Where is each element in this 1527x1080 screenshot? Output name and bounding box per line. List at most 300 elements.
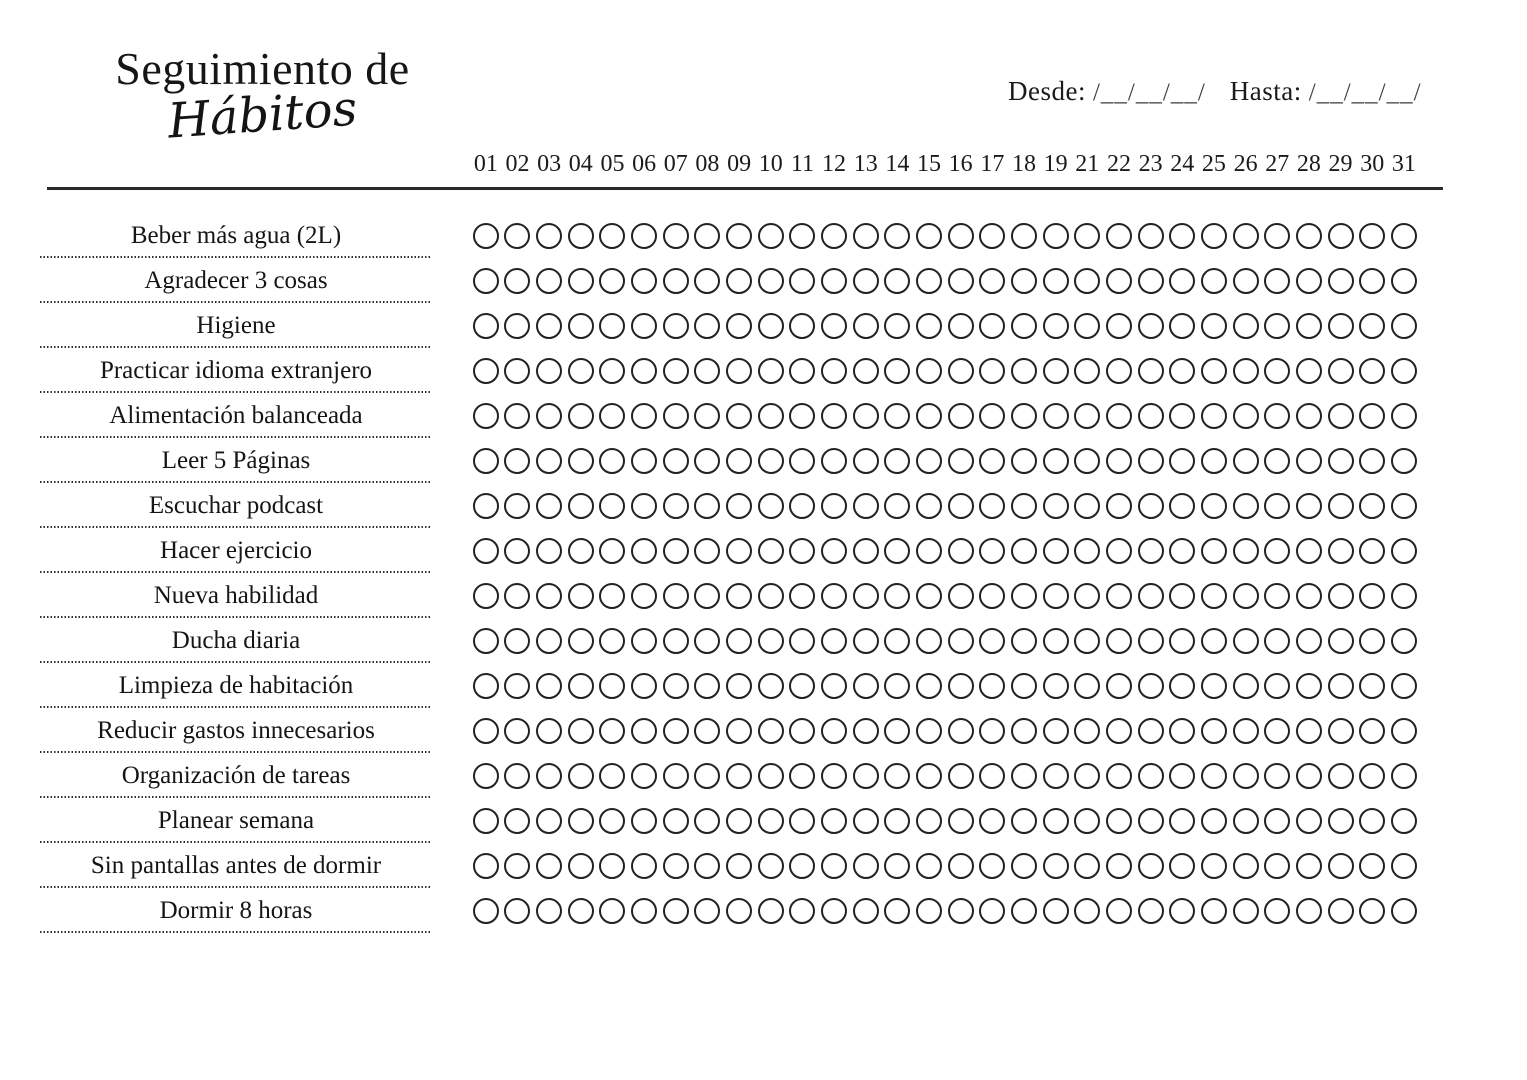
- habit-checkbox-circle[interactable]: [884, 448, 910, 474]
- habit-checkbox-circle[interactable]: [1264, 223, 1290, 249]
- habit-checkbox-circle[interactable]: [599, 673, 625, 699]
- habit-checkbox-circle[interactable]: [1296, 718, 1322, 744]
- habit-checkbox-circle[interactable]: [504, 313, 530, 339]
- habit-checkbox-circle[interactable]: [473, 268, 499, 294]
- habit-checkbox-circle[interactable]: [758, 448, 784, 474]
- habit-checkbox-circle[interactable]: [1011, 538, 1037, 564]
- habit-checkbox-circle[interactable]: [1264, 718, 1290, 744]
- habit-checkbox-circle[interactable]: [1043, 268, 1069, 294]
- habit-checkbox-circle[interactable]: [1169, 718, 1195, 744]
- habit-checkbox-circle[interactable]: [1201, 763, 1227, 789]
- habit-checkbox-circle[interactable]: [1201, 898, 1227, 924]
- habit-checkbox-circle[interactable]: [1328, 493, 1354, 519]
- habit-checkbox-circle[interactable]: [789, 493, 815, 519]
- habit-checkbox-circle[interactable]: [1074, 358, 1100, 384]
- habit-checkbox-circle[interactable]: [758, 628, 784, 654]
- habit-checkbox-circle[interactable]: [694, 898, 720, 924]
- habit-checkbox-circle[interactable]: [1138, 718, 1164, 744]
- habit-checkbox-circle[interactable]: [1043, 448, 1069, 474]
- habit-checkbox-circle[interactable]: [1011, 898, 1037, 924]
- habit-checkbox-circle[interactable]: [1011, 448, 1037, 474]
- habit-checkbox-circle[interactable]: [1074, 628, 1100, 654]
- habit-checkbox-circle[interactable]: [473, 763, 499, 789]
- hasta-date-field[interactable]: /__/__/__/: [1308, 79, 1422, 106]
- habit-checkbox-circle[interactable]: [821, 313, 847, 339]
- habit-checkbox-circle[interactable]: [1201, 673, 1227, 699]
- habit-checkbox-circle[interactable]: [473, 628, 499, 654]
- habit-checkbox-circle[interactable]: [568, 718, 594, 744]
- habit-checkbox-circle[interactable]: [536, 538, 562, 564]
- habit-checkbox-circle[interactable]: [1169, 673, 1195, 699]
- habit-checkbox-circle[interactable]: [599, 808, 625, 834]
- habit-checkbox-circle[interactable]: [979, 538, 1005, 564]
- habit-checkbox-circle[interactable]: [758, 808, 784, 834]
- habit-checkbox-circle[interactable]: [663, 448, 689, 474]
- habit-checkbox-circle[interactable]: [1328, 448, 1354, 474]
- habit-checkbox-circle[interactable]: [1391, 673, 1417, 699]
- habit-checkbox-circle[interactable]: [821, 763, 847, 789]
- habit-checkbox-circle[interactable]: [948, 493, 974, 519]
- habit-checkbox-circle[interactable]: [853, 853, 879, 879]
- habit-checkbox-circle[interactable]: [504, 268, 530, 294]
- habit-checkbox-circle[interactable]: [726, 403, 752, 429]
- habit-checkbox-circle[interactable]: [663, 493, 689, 519]
- habit-checkbox-circle[interactable]: [979, 493, 1005, 519]
- habit-checkbox-circle[interactable]: [1233, 628, 1259, 654]
- habit-checkbox-circle[interactable]: [948, 718, 974, 744]
- habit-checkbox-circle[interactable]: [1328, 898, 1354, 924]
- habit-checkbox-circle[interactable]: [853, 673, 879, 699]
- habit-checkbox-circle[interactable]: [853, 628, 879, 654]
- habit-checkbox-circle[interactable]: [694, 853, 720, 879]
- habit-checkbox-circle[interactable]: [1169, 628, 1195, 654]
- habit-checkbox-circle[interactable]: [1359, 538, 1385, 564]
- habit-checkbox-circle[interactable]: [979, 313, 1005, 339]
- habit-checkbox-circle[interactable]: [631, 268, 657, 294]
- habit-checkbox-circle[interactable]: [916, 493, 942, 519]
- habit-checkbox-circle[interactable]: [853, 223, 879, 249]
- habit-checkbox-circle[interactable]: [1138, 853, 1164, 879]
- habit-checkbox-circle[interactable]: [758, 358, 784, 384]
- habit-checkbox-circle[interactable]: [1233, 763, 1259, 789]
- habit-checkbox-circle[interactable]: [1264, 403, 1290, 429]
- habit-checkbox-circle[interactable]: [568, 448, 594, 474]
- habit-checkbox-circle[interactable]: [789, 313, 815, 339]
- habit-checkbox-circle[interactable]: [631, 718, 657, 744]
- habit-checkbox-circle[interactable]: [536, 853, 562, 879]
- habit-checkbox-circle[interactable]: [1233, 718, 1259, 744]
- habit-checkbox-circle[interactable]: [1106, 853, 1132, 879]
- habit-checkbox-circle[interactable]: [916, 718, 942, 744]
- habit-checkbox-circle[interactable]: [1106, 448, 1132, 474]
- habit-checkbox-circle[interactable]: [979, 718, 1005, 744]
- habit-checkbox-circle[interactable]: [1074, 493, 1100, 519]
- habit-checkbox-circle[interactable]: [758, 718, 784, 744]
- habit-checkbox-circle[interactable]: [536, 808, 562, 834]
- habit-checkbox-circle[interactable]: [1264, 538, 1290, 564]
- habit-checkbox-circle[interactable]: [599, 358, 625, 384]
- habit-checkbox-circle[interactable]: [758, 583, 784, 609]
- habit-checkbox-circle[interactable]: [536, 718, 562, 744]
- habit-checkbox-circle[interactable]: [726, 538, 752, 564]
- habit-checkbox-circle[interactable]: [948, 763, 974, 789]
- habit-checkbox-circle[interactable]: [979, 358, 1005, 384]
- habit-checkbox-circle[interactable]: [758, 268, 784, 294]
- habit-checkbox-circle[interactable]: [536, 673, 562, 699]
- habit-checkbox-circle[interactable]: [1264, 763, 1290, 789]
- habit-checkbox-circle[interactable]: [948, 898, 974, 924]
- habit-checkbox-circle[interactable]: [568, 538, 594, 564]
- habit-checkbox-circle[interactable]: [1296, 853, 1322, 879]
- habit-checkbox-circle[interactable]: [504, 763, 530, 789]
- habit-checkbox-circle[interactable]: [1328, 673, 1354, 699]
- habit-checkbox-circle[interactable]: [1074, 673, 1100, 699]
- habit-checkbox-circle[interactable]: [568, 898, 594, 924]
- habit-checkbox-circle[interactable]: [1391, 853, 1417, 879]
- habit-checkbox-circle[interactable]: [1359, 268, 1385, 294]
- habit-checkbox-circle[interactable]: [473, 718, 499, 744]
- habit-checkbox-circle[interactable]: [473, 583, 499, 609]
- habit-checkbox-circle[interactable]: [504, 223, 530, 249]
- habit-checkbox-circle[interactable]: [884, 268, 910, 294]
- habit-checkbox-circle[interactable]: [726, 763, 752, 789]
- habit-checkbox-circle[interactable]: [1296, 358, 1322, 384]
- habit-checkbox-circle[interactable]: [1201, 493, 1227, 519]
- habit-checkbox-circle[interactable]: [599, 268, 625, 294]
- habit-checkbox-circle[interactable]: [1296, 403, 1322, 429]
- habit-checkbox-circle[interactable]: [1138, 268, 1164, 294]
- habit-checkbox-circle[interactable]: [473, 493, 499, 519]
- habit-checkbox-circle[interactable]: [473, 853, 499, 879]
- habit-checkbox-circle[interactable]: [1201, 628, 1227, 654]
- habit-checkbox-circle[interactable]: [853, 313, 879, 339]
- habit-checkbox-circle[interactable]: [1359, 403, 1385, 429]
- habit-checkbox-circle[interactable]: [789, 853, 815, 879]
- habit-checkbox-circle[interactable]: [536, 403, 562, 429]
- habit-checkbox-circle[interactable]: [1264, 853, 1290, 879]
- habit-checkbox-circle[interactable]: [884, 628, 910, 654]
- habit-checkbox-circle[interactable]: [1011, 583, 1037, 609]
- desde-date-field[interactable]: /__/__/__/: [1092, 79, 1206, 106]
- habit-checkbox-circle[interactable]: [1296, 223, 1322, 249]
- habit-checkbox-circle[interactable]: [694, 448, 720, 474]
- habit-checkbox-circle[interactable]: [599, 628, 625, 654]
- habit-checkbox-circle[interactable]: [1328, 223, 1354, 249]
- habit-checkbox-circle[interactable]: [504, 583, 530, 609]
- habit-checkbox-circle[interactable]: [1296, 763, 1322, 789]
- habit-checkbox-circle[interactable]: [916, 583, 942, 609]
- habit-checkbox-circle[interactable]: [1169, 313, 1195, 339]
- habit-checkbox-circle[interactable]: [1106, 223, 1132, 249]
- habit-checkbox-circle[interactable]: [1043, 313, 1069, 339]
- habit-checkbox-circle[interactable]: [1391, 583, 1417, 609]
- habit-checkbox-circle[interactable]: [663, 763, 689, 789]
- habit-checkbox-circle[interactable]: [1233, 403, 1259, 429]
- habit-checkbox-circle[interactable]: [1296, 268, 1322, 294]
- habit-checkbox-circle[interactable]: [1043, 583, 1069, 609]
- habit-checkbox-circle[interactable]: [789, 898, 815, 924]
- habit-checkbox-circle[interactable]: [1233, 583, 1259, 609]
- habit-checkbox-circle[interactable]: [789, 538, 815, 564]
- habit-checkbox-circle[interactable]: [663, 853, 689, 879]
- habit-checkbox-circle[interactable]: [758, 853, 784, 879]
- habit-checkbox-circle[interactable]: [1359, 448, 1385, 474]
- habit-checkbox-circle[interactable]: [694, 268, 720, 294]
- habit-checkbox-circle[interactable]: [1074, 223, 1100, 249]
- habit-checkbox-circle[interactable]: [1359, 583, 1385, 609]
- habit-checkbox-circle[interactable]: [1233, 358, 1259, 384]
- habit-checkbox-circle[interactable]: [979, 853, 1005, 879]
- habit-checkbox-circle[interactable]: [599, 223, 625, 249]
- habit-checkbox-circle[interactable]: [631, 358, 657, 384]
- habit-checkbox-circle[interactable]: [504, 808, 530, 834]
- habit-checkbox-circle[interactable]: [1169, 223, 1195, 249]
- habit-checkbox-circle[interactable]: [726, 808, 752, 834]
- habit-checkbox-circle[interactable]: [1043, 223, 1069, 249]
- habit-checkbox-circle[interactable]: [1359, 493, 1385, 519]
- habit-checkbox-circle[interactable]: [663, 808, 689, 834]
- habit-checkbox-circle[interactable]: [1359, 808, 1385, 834]
- habit-checkbox-circle[interactable]: [758, 898, 784, 924]
- habit-checkbox-circle[interactable]: [789, 403, 815, 429]
- habit-checkbox-circle[interactable]: [1138, 628, 1164, 654]
- habit-checkbox-circle[interactable]: [1264, 628, 1290, 654]
- habit-checkbox-circle[interactable]: [884, 313, 910, 339]
- habit-checkbox-circle[interactable]: [1201, 718, 1227, 744]
- habit-checkbox-circle[interactable]: [1328, 853, 1354, 879]
- habit-checkbox-circle[interactable]: [599, 493, 625, 519]
- habit-checkbox-circle[interactable]: [1264, 673, 1290, 699]
- habit-checkbox-circle[interactable]: [473, 358, 499, 384]
- habit-checkbox-circle[interactable]: [948, 313, 974, 339]
- habit-checkbox-circle[interactable]: [631, 223, 657, 249]
- habit-checkbox-circle[interactable]: [663, 628, 689, 654]
- habit-checkbox-circle[interactable]: [1328, 763, 1354, 789]
- habit-checkbox-circle[interactable]: [694, 628, 720, 654]
- habit-checkbox-circle[interactable]: [1011, 313, 1037, 339]
- habit-checkbox-circle[interactable]: [568, 808, 594, 834]
- habit-checkbox-circle[interactable]: [1074, 538, 1100, 564]
- habit-checkbox-circle[interactable]: [568, 268, 594, 294]
- habit-checkbox-circle[interactable]: [1296, 493, 1322, 519]
- habit-checkbox-circle[interactable]: [884, 853, 910, 879]
- habit-checkbox-circle[interactable]: [1011, 853, 1037, 879]
- habit-checkbox-circle[interactable]: [1391, 493, 1417, 519]
- habit-checkbox-circle[interactable]: [1074, 808, 1100, 834]
- habit-checkbox-circle[interactable]: [789, 583, 815, 609]
- habit-checkbox-circle[interactable]: [1169, 763, 1195, 789]
- habit-checkbox-circle[interactable]: [599, 718, 625, 744]
- habit-checkbox-circle[interactable]: [599, 853, 625, 879]
- habit-checkbox-circle[interactable]: [979, 268, 1005, 294]
- habit-checkbox-circle[interactable]: [726, 268, 752, 294]
- habit-checkbox-circle[interactable]: [789, 763, 815, 789]
- habit-checkbox-circle[interactable]: [1106, 268, 1132, 294]
- habit-checkbox-circle[interactable]: [1233, 223, 1259, 249]
- habit-checkbox-circle[interactable]: [631, 628, 657, 654]
- habit-checkbox-circle[interactable]: [726, 583, 752, 609]
- habit-checkbox-circle[interactable]: [1106, 628, 1132, 654]
- habit-checkbox-circle[interactable]: [1169, 853, 1195, 879]
- habit-checkbox-circle[interactable]: [631, 583, 657, 609]
- habit-checkbox-circle[interactable]: [821, 538, 847, 564]
- habit-checkbox-circle[interactable]: [1328, 403, 1354, 429]
- habit-checkbox-circle[interactable]: [473, 223, 499, 249]
- habit-checkbox-circle[interactable]: [948, 808, 974, 834]
- habit-checkbox-circle[interactable]: [884, 358, 910, 384]
- habit-checkbox-circle[interactable]: [1264, 268, 1290, 294]
- habit-checkbox-circle[interactable]: [1391, 448, 1417, 474]
- habit-checkbox-circle[interactable]: [884, 898, 910, 924]
- habit-checkbox-circle[interactable]: [726, 448, 752, 474]
- habit-checkbox-circle[interactable]: [916, 898, 942, 924]
- habit-checkbox-circle[interactable]: [789, 808, 815, 834]
- habit-checkbox-circle[interactable]: [1328, 718, 1354, 744]
- habit-checkbox-circle[interactable]: [1011, 358, 1037, 384]
- habit-checkbox-circle[interactable]: [853, 808, 879, 834]
- habit-checkbox-circle[interactable]: [948, 403, 974, 429]
- habit-checkbox-circle[interactable]: [631, 403, 657, 429]
- habit-checkbox-circle[interactable]: [853, 538, 879, 564]
- habit-checkbox-circle[interactable]: [473, 808, 499, 834]
- habit-checkbox-circle[interactable]: [789, 673, 815, 699]
- habit-checkbox-circle[interactable]: [694, 718, 720, 744]
- habit-checkbox-circle[interactable]: [568, 313, 594, 339]
- habit-checkbox-circle[interactable]: [1391, 313, 1417, 339]
- habit-checkbox-circle[interactable]: [948, 268, 974, 294]
- habit-checkbox-circle[interactable]: [1043, 358, 1069, 384]
- habit-checkbox-circle[interactable]: [1043, 898, 1069, 924]
- habit-checkbox-circle[interactable]: [1359, 763, 1385, 789]
- habit-checkbox-circle[interactable]: [916, 448, 942, 474]
- habit-checkbox-circle[interactable]: [473, 898, 499, 924]
- habit-checkbox-circle[interactable]: [568, 853, 594, 879]
- habit-checkbox-circle[interactable]: [1328, 358, 1354, 384]
- habit-checkbox-circle[interactable]: [789, 268, 815, 294]
- habit-checkbox-circle[interactable]: [1074, 313, 1100, 339]
- habit-checkbox-circle[interactable]: [758, 223, 784, 249]
- habit-checkbox-circle[interactable]: [568, 673, 594, 699]
- habit-checkbox-circle[interactable]: [916, 808, 942, 834]
- habit-checkbox-circle[interactable]: [1296, 448, 1322, 474]
- habit-checkbox-circle[interactable]: [1043, 628, 1069, 654]
- habit-checkbox-circle[interactable]: [1043, 538, 1069, 564]
- habit-checkbox-circle[interactable]: [1391, 223, 1417, 249]
- habit-checkbox-circle[interactable]: [1106, 763, 1132, 789]
- habit-checkbox-circle[interactable]: [1106, 358, 1132, 384]
- habit-checkbox-circle[interactable]: [1138, 313, 1164, 339]
- habit-checkbox-circle[interactable]: [694, 403, 720, 429]
- habit-checkbox-circle[interactable]: [1106, 673, 1132, 699]
- habit-checkbox-circle[interactable]: [726, 493, 752, 519]
- habit-checkbox-circle[interactable]: [916, 628, 942, 654]
- habit-checkbox-circle[interactable]: [1391, 628, 1417, 654]
- habit-checkbox-circle[interactable]: [631, 808, 657, 834]
- habit-checkbox-circle[interactable]: [631, 853, 657, 879]
- habit-checkbox-circle[interactable]: [1043, 673, 1069, 699]
- habit-checkbox-circle[interactable]: [789, 223, 815, 249]
- habit-checkbox-circle[interactable]: [1233, 808, 1259, 834]
- habit-checkbox-circle[interactable]: [1201, 808, 1227, 834]
- habit-checkbox-circle[interactable]: [536, 268, 562, 294]
- habit-checkbox-circle[interactable]: [1011, 223, 1037, 249]
- habit-checkbox-circle[interactable]: [1043, 853, 1069, 879]
- habit-checkbox-circle[interactable]: [1201, 583, 1227, 609]
- habit-checkbox-circle[interactable]: [1391, 763, 1417, 789]
- habit-checkbox-circle[interactable]: [1043, 718, 1069, 744]
- habit-checkbox-circle[interactable]: [853, 583, 879, 609]
- habit-checkbox-circle[interactable]: [694, 808, 720, 834]
- habit-checkbox-circle[interactable]: [568, 628, 594, 654]
- habit-checkbox-circle[interactable]: [663, 313, 689, 339]
- habit-checkbox-circle[interactable]: [694, 538, 720, 564]
- habit-checkbox-circle[interactable]: [1074, 583, 1100, 609]
- habit-checkbox-circle[interactable]: [1328, 538, 1354, 564]
- habit-checkbox-circle[interactable]: [1138, 583, 1164, 609]
- habit-checkbox-circle[interactable]: [821, 853, 847, 879]
- habit-checkbox-circle[interactable]: [1011, 403, 1037, 429]
- habit-checkbox-circle[interactable]: [1296, 313, 1322, 339]
- habit-checkbox-circle[interactable]: [1169, 808, 1195, 834]
- habit-checkbox-circle[interactable]: [1169, 358, 1195, 384]
- habit-checkbox-circle[interactable]: [916, 538, 942, 564]
- habit-checkbox-circle[interactable]: [1138, 448, 1164, 474]
- habit-checkbox-circle[interactable]: [599, 898, 625, 924]
- habit-checkbox-circle[interactable]: [916, 313, 942, 339]
- habit-checkbox-circle[interactable]: [884, 808, 910, 834]
- habit-checkbox-circle[interactable]: [1359, 853, 1385, 879]
- habit-checkbox-circle[interactable]: [1106, 898, 1132, 924]
- habit-checkbox-circle[interactable]: [884, 538, 910, 564]
- habit-checkbox-circle[interactable]: [1328, 313, 1354, 339]
- habit-checkbox-circle[interactable]: [473, 403, 499, 429]
- habit-checkbox-circle[interactable]: [504, 673, 530, 699]
- habit-checkbox-circle[interactable]: [631, 313, 657, 339]
- habit-checkbox-circle[interactable]: [663, 673, 689, 699]
- habit-checkbox-circle[interactable]: [1138, 358, 1164, 384]
- habit-checkbox-circle[interactable]: [1074, 898, 1100, 924]
- habit-checkbox-circle[interactable]: [1011, 673, 1037, 699]
- habit-checkbox-circle[interactable]: [599, 763, 625, 789]
- habit-checkbox-circle[interactable]: [1328, 268, 1354, 294]
- habit-checkbox-circle[interactable]: [631, 898, 657, 924]
- habit-checkbox-circle[interactable]: [758, 673, 784, 699]
- habit-checkbox-circle[interactable]: [1359, 223, 1385, 249]
- habit-checkbox-circle[interactable]: [536, 358, 562, 384]
- habit-checkbox-circle[interactable]: [726, 628, 752, 654]
- habit-checkbox-circle[interactable]: [821, 628, 847, 654]
- habit-checkbox-circle[interactable]: [758, 538, 784, 564]
- habit-checkbox-circle[interactable]: [821, 493, 847, 519]
- habit-checkbox-circle[interactable]: [948, 538, 974, 564]
- habit-checkbox-circle[interactable]: [1011, 268, 1037, 294]
- habit-checkbox-circle[interactable]: [821, 358, 847, 384]
- habit-checkbox-circle[interactable]: [916, 223, 942, 249]
- habit-checkbox-circle[interactable]: [1233, 493, 1259, 519]
- habit-checkbox-circle[interactable]: [884, 763, 910, 789]
- habit-checkbox-circle[interactable]: [663, 898, 689, 924]
- habit-checkbox-circle[interactable]: [1296, 808, 1322, 834]
- habit-checkbox-circle[interactable]: [1233, 268, 1259, 294]
- habit-checkbox-circle[interactable]: [1201, 358, 1227, 384]
- habit-checkbox-circle[interactable]: [979, 763, 1005, 789]
- habit-checkbox-circle[interactable]: [1328, 583, 1354, 609]
- habit-checkbox-circle[interactable]: [1391, 898, 1417, 924]
- habit-checkbox-circle[interactable]: [1169, 583, 1195, 609]
- habit-checkbox-circle[interactable]: [853, 268, 879, 294]
- habit-checkbox-circle[interactable]: [631, 763, 657, 789]
- habit-checkbox-circle[interactable]: [504, 718, 530, 744]
